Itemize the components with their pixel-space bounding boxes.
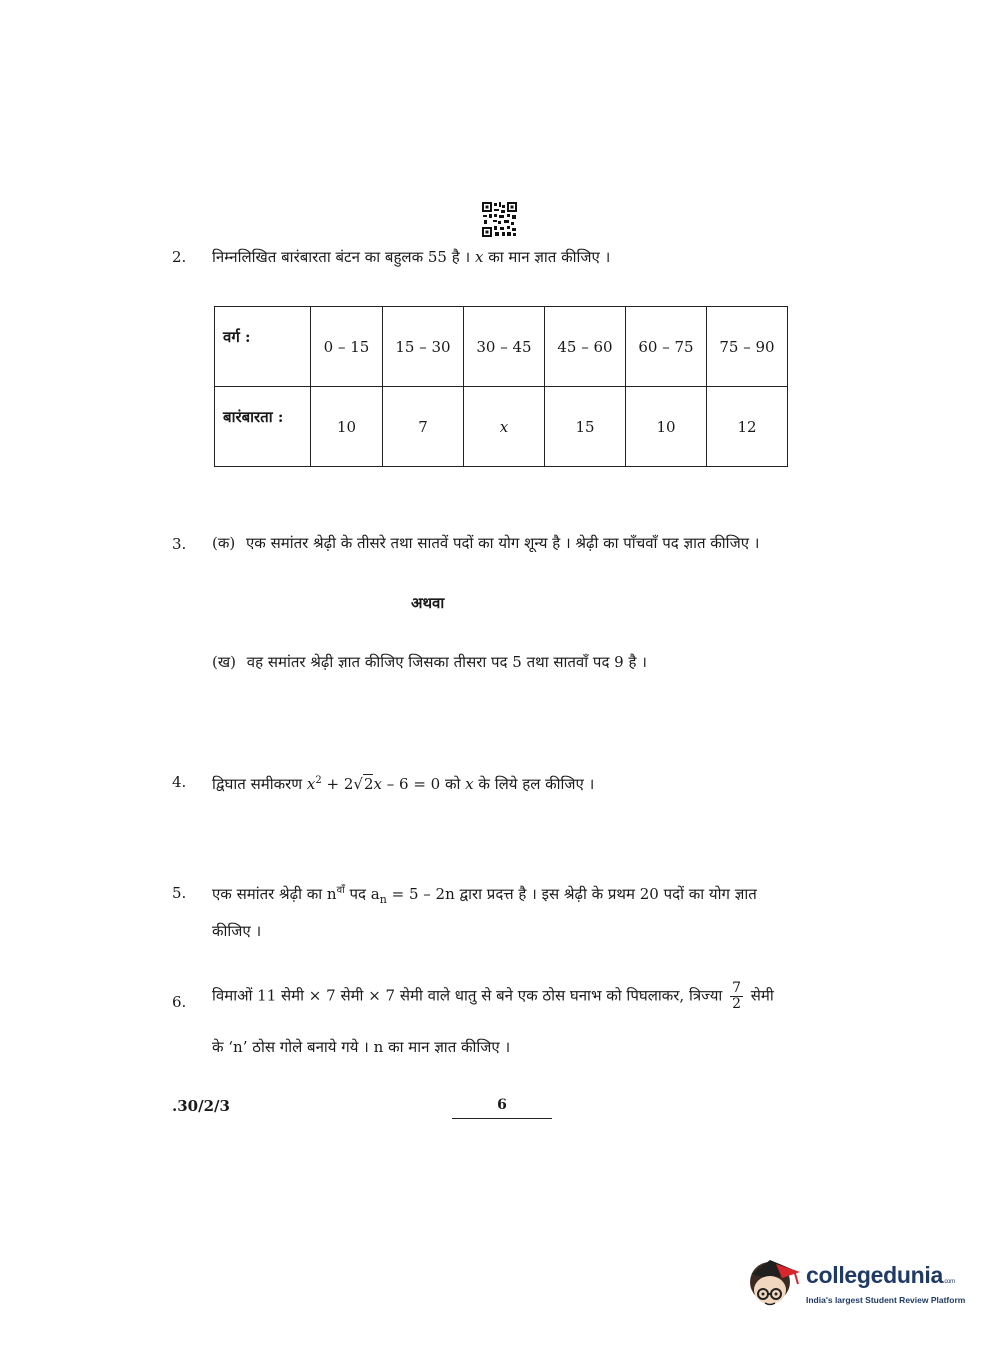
- q4-text-b: को: [444, 775, 461, 793]
- qr-code-icon: [481, 201, 518, 238]
- logo-wordmark: [806, 1262, 955, 1289]
- frequency-cell: 15: [545, 387, 626, 467]
- q4-variable: x: [465, 775, 474, 793]
- question-number-3: 3.: [172, 535, 187, 553]
- question-5-line-1: [212, 880, 757, 911]
- logo-name-text: collegedunia: [806, 1262, 943, 1288]
- q4-text-c: के लिये हल कीजिए ।: [478, 775, 595, 793]
- or-label: अथवा: [411, 594, 445, 612]
- question-2-text: [212, 246, 610, 268]
- part-a-label: (क): [212, 534, 236, 552]
- class-cell: 60 – 75: [626, 307, 707, 387]
- q2-variable: x: [474, 248, 484, 266]
- part-b-label: (ख): [212, 653, 236, 671]
- q2-text-a: निम्नलिखित बारंबारता बंटन का बहुलक 55 है ।: [212, 248, 471, 266]
- fraction-denominator: 2: [732, 996, 741, 1012]
- eq-coeff: + 2: [326, 775, 354, 793]
- q5-text-a: एक समांतर श्रेढ़ी का n: [212, 885, 337, 903]
- class-cell: 75 – 90: [707, 307, 788, 387]
- question-6-line-1: [212, 981, 774, 1012]
- class-cell: 30 – 45: [464, 307, 545, 387]
- paper-code: .30/2/3: [172, 1097, 230, 1115]
- eq-var: x: [306, 775, 316, 793]
- class-cell: 15 – 30: [383, 307, 464, 387]
- question-4-text: [212, 770, 594, 795]
- collegedunia-mascot-icon: [742, 1252, 804, 1308]
- frequency-cell: 10: [626, 387, 707, 467]
- eq-rest: – 6 = 0: [386, 775, 441, 793]
- question-3-part-a: [212, 532, 759, 554]
- question-6-line-2: के ‘n’ ठोस गोले बनाये गये । n का मान ज्ञात कीजिए ।: [212, 1038, 511, 1056]
- q5-text-c: = 5 – 2n द्वारा प्रदत्त है । इस श्रेढ़ी के प्रथम 20 पदों का योग ज्ञात: [391, 885, 757, 903]
- eq-exponent: 2: [315, 775, 322, 786]
- frequency-cell: 12: [707, 387, 788, 467]
- class-cell: 0 – 15: [311, 307, 383, 387]
- sqrt-radicand: 2: [363, 775, 374, 793]
- question-number-2: 2.: [172, 248, 187, 266]
- question-5-line-2: कीजिए ।: [212, 922, 262, 940]
- part-b-text: वह समांतर श्रेढ़ी ज्ञात कीजिए जिसका तीसरा पद 5 तथा सातवाँ पद 9 है ।: [246, 653, 647, 671]
- frequency-cell: 7: [383, 387, 464, 467]
- question-number-4: 4.: [172, 773, 187, 791]
- fraction-numerator: 7: [732, 980, 741, 996]
- question-number-5: 5.: [172, 884, 187, 902]
- part-a-text: एक समांतर श्रेढ़ी के तीसरे तथा सातवें पदों का योग शून्य है । श्रेढ़ी का पाँचवाँ पद ज्ञात कीजिए ।: [246, 534, 760, 552]
- logo-suffix: .com: [942, 1279, 955, 1285]
- q4-text-a: द्विघात समीकरण: [212, 775, 303, 793]
- question-3-part-b: [212, 651, 647, 673]
- quadratic-equation: [307, 775, 445, 793]
- q5-superscript: वाँ: [336, 885, 345, 896]
- eq-var-2: x: [373, 775, 382, 793]
- row-label-frequency: बारंबारता :: [215, 387, 311, 467]
- table-row-frequencies: [215, 387, 788, 467]
- q6-text-a: विमाओं 11 सेमी × 7 सेमी × 7 सेमी वाले धातु से बने एक ठोस घनाभ को पिघलाकर, त्रिज्या: [212, 986, 723, 1005]
- class-cell: 45 – 60: [545, 307, 626, 387]
- q5-text-b: पद a: [349, 885, 380, 903]
- page-number: 6: [452, 1097, 552, 1119]
- table-row-classes: [215, 307, 788, 387]
- frequency-cell: 10: [311, 387, 383, 467]
- logo-tagline: India's largest Student Review Platform: [806, 1295, 966, 1305]
- q5-subscript: n: [379, 893, 387, 906]
- frequency-cell-unknown: x: [464, 387, 545, 467]
- frequency-table: [214, 306, 788, 467]
- sqrt-symbol: √: [353, 775, 363, 793]
- question-number-6: 6.: [172, 993, 187, 1011]
- radius-fraction: [730, 981, 743, 1012]
- q6-text-b: सेमी: [750, 986, 774, 1005]
- row-label-classes: वर्ग :: [215, 307, 311, 387]
- q2-text-b: का मान ज्ञात कीजिए ।: [488, 248, 611, 266]
